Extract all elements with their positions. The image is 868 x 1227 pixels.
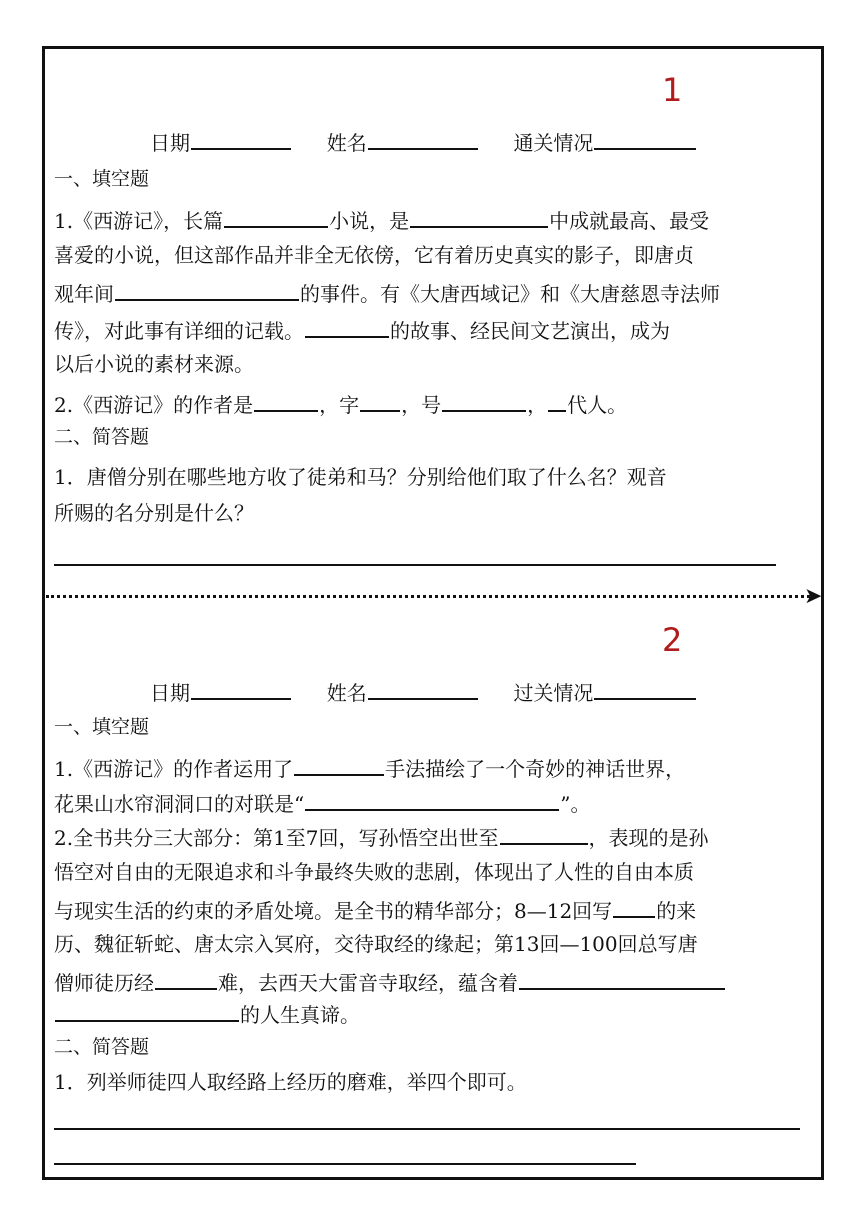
- question-line: [54, 390, 627, 417]
- date-blank[interactable]: [191, 128, 291, 150]
- section-heading: 一、填空题: [54, 716, 150, 738]
- date-label: 日期: [150, 131, 190, 155]
- worksheet-number: 2: [662, 621, 683, 659]
- text: ”。: [560, 792, 591, 816]
- name-blank[interactable]: [368, 128, 478, 150]
- text: 1.《西游记》，长篇: [54, 209, 224, 233]
- question-line: [54, 279, 720, 306]
- question-line: [54, 206, 709, 233]
- date-label: 日期: [150, 681, 190, 705]
- answer-blank[interactable]: [115, 279, 299, 301]
- answer-blank[interactable]: [224, 206, 328, 228]
- question-line: [54, 789, 590, 816]
- question-line: [54, 823, 709, 850]
- answer-blank[interactable]: [155, 968, 217, 990]
- text: ，号: [401, 393, 442, 417]
- question-line: [54, 896, 696, 923]
- text: 传》，对此事有详细的记载。: [54, 319, 304, 343]
- answer-blank[interactable]: [55, 1000, 239, 1022]
- text: 中成就最高、最受: [549, 209, 710, 233]
- answer-line[interactable]: [54, 564, 776, 566]
- text: 的故事、经民间文艺演出，成为: [390, 319, 670, 343]
- question-line: [54, 754, 685, 781]
- text: 花果山水帘洞洞口的对联是“: [54, 792, 305, 816]
- answer-blank[interactable]: [442, 390, 526, 412]
- text: 难，去西天大雷音寺取经，蕴含着: [218, 971, 518, 995]
- name-label: 姓名: [326, 131, 367, 155]
- question-line: 喜爱的小说，但这部作品并非全无依傍，它有着历史真实的影子，即唐贞: [54, 243, 694, 267]
- worksheet-number: 1: [662, 71, 683, 109]
- question-line: 悟空对自由的无限追求和斗争最终失败的悲剧，体现出了人性的自由本质: [54, 860, 694, 884]
- date-blank[interactable]: [191, 678, 291, 700]
- question-line: [54, 968, 726, 995]
- answer-blank[interactable]: [294, 754, 384, 776]
- text: 僧师徒历经: [54, 971, 154, 995]
- text: 2.《西游记》的作者是: [54, 393, 254, 417]
- text: 2.全书共分三大部分：第1至7回，写孙悟空出世至: [54, 826, 499, 850]
- text: ，字: [319, 393, 360, 417]
- text: 观年间: [54, 282, 114, 306]
- status-blank[interactable]: [594, 678, 696, 700]
- text: 的人生真谛。: [240, 1003, 360, 1027]
- question-line: 历、魏征斩蛇、唐太宗入冥府，交待取经的缘起；第13回—100回总写唐: [54, 932, 698, 956]
- text: ，表现的是孙: [588, 826, 709, 850]
- section-heading: 二、简答题: [54, 1036, 150, 1058]
- question-line: 所赐的名分别是什么？: [54, 501, 254, 525]
- answer-line[interactable]: [54, 1163, 636, 1165]
- section-heading: 一、填空题: [54, 168, 150, 190]
- answer-blank[interactable]: [305, 316, 389, 338]
- header-row: [150, 128, 697, 155]
- question-line: [54, 316, 670, 343]
- text: ，: [527, 393, 548, 417]
- arrow-right-icon: ➤: [804, 584, 823, 609]
- question-line: 以后小说的素材来源。: [54, 352, 254, 376]
- answer-blank[interactable]: [613, 896, 655, 918]
- section-heading: 二、简答题: [54, 426, 150, 448]
- text: 与现实生活的约束的矛盾处境。是全书的精华部分；8—12回写: [54, 899, 613, 923]
- answer-blank[interactable]: [519, 968, 725, 990]
- text: 手法描绘了一个奇妙的神话世界，: [385, 757, 686, 781]
- cut-divider: [46, 595, 810, 598]
- text: 小说，是: [329, 209, 410, 233]
- text: 的事件。有《大唐西域记》和《大唐慈恩寺法师: [300, 282, 720, 306]
- question-line: 1．列举师徒四人取经路上经历的磨难，举四个即可。: [54, 1070, 527, 1094]
- name-label: 姓名: [326, 681, 367, 705]
- question-line: [54, 1000, 360, 1027]
- status-label: 过关情况: [513, 681, 594, 705]
- answer-line[interactable]: [54, 1128, 800, 1130]
- answer-blank[interactable]: [500, 823, 588, 845]
- text: 的来: [656, 899, 697, 923]
- answer-blank[interactable]: [360, 390, 400, 412]
- status-label: 通关情况: [513, 131, 594, 155]
- text: 1.《西游记》的作者运用了: [54, 757, 294, 781]
- answer-blank[interactable]: [548, 390, 566, 412]
- header-row: [150, 678, 697, 705]
- answer-blank[interactable]: [305, 789, 559, 811]
- text: 代人。: [567, 393, 628, 417]
- name-blank[interactable]: [368, 678, 478, 700]
- answer-blank[interactable]: [254, 390, 318, 412]
- question-line: 1．唐僧分别在哪些地方收了徒弟和马？分别给他们取了什么名？观音: [54, 465, 667, 489]
- answer-blank[interactable]: [410, 206, 548, 228]
- status-blank[interactable]: [594, 128, 696, 150]
